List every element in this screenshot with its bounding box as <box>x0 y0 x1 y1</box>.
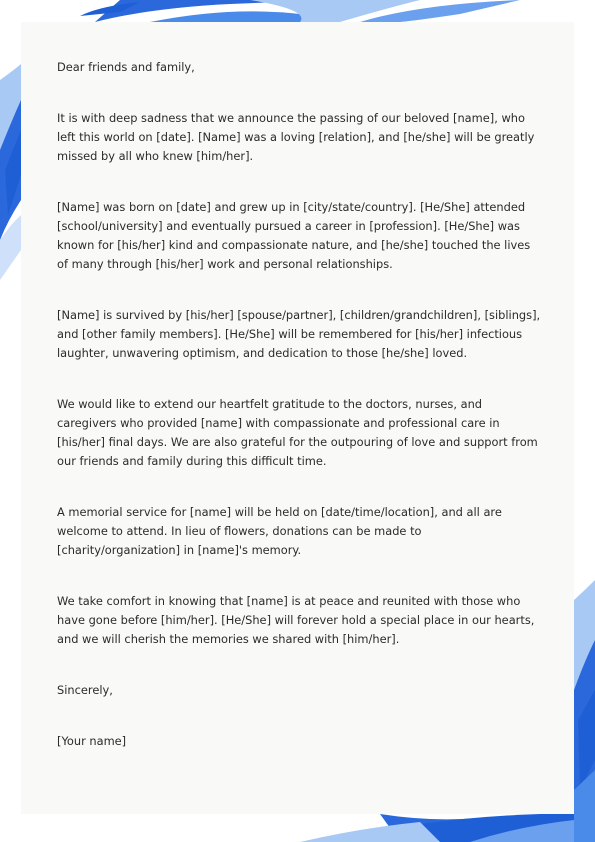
closing: Sincerely, <box>57 683 113 697</box>
paragraph-comfort: We take comfort in knowing that [name] is at peace and reunited with those who have gone before [him/her]. [He/She] will forever hold a special place in our hearts, and we will cherish the memories we shared with [him/her]. <box>57 594 535 646</box>
paragraph-announcement: It is with deep sadness that we announce the passing of our beloved [name], who left this world on [date]. [Name] was a loving [relation], and [he/she] will be greatly missed by all who knew [him/her]. <box>57 111 535 163</box>
greeting: Dear friends and family, <box>57 60 195 74</box>
paragraph-biography: [Name] was born on [date] and grew up in [city/state/country]. [He/She] attended [school/university] and eventually pursued a career in [profession]. [He/She] was known for [his/her] kind and compassionate nature, and [he/she] touched the lives of many through [his/her] work and personal relationships. <box>57 200 531 271</box>
paragraph-survivors: [Name] is survived by [his/her] [spouse/partner], [children/grandchildren], [siblings], and [other family members]. [He/She] will be remembered for [his/her] infectious laughter, unwavering optimism, and dedication to those [he/she] loved. <box>57 308 541 360</box>
paragraph-memorial: A memorial service for [name] will be held on [date/time/location], and all are welcome to attend. In lieu of flowers, donations can be made to [charity/organization] in [name]'s memory. <box>57 505 502 557</box>
paragraph-gratitude: We would like to extend our heartfelt gratitude to the doctors, nurses, and caregivers who provided [name] with compassionate and professional care in [his/her] final days. We are also grateful for the outpouring of love and support from our friends and family during this difficult time. <box>57 397 538 468</box>
signature: [Your name] <box>57 734 127 748</box>
letter-body <box>57 58 543 751</box>
